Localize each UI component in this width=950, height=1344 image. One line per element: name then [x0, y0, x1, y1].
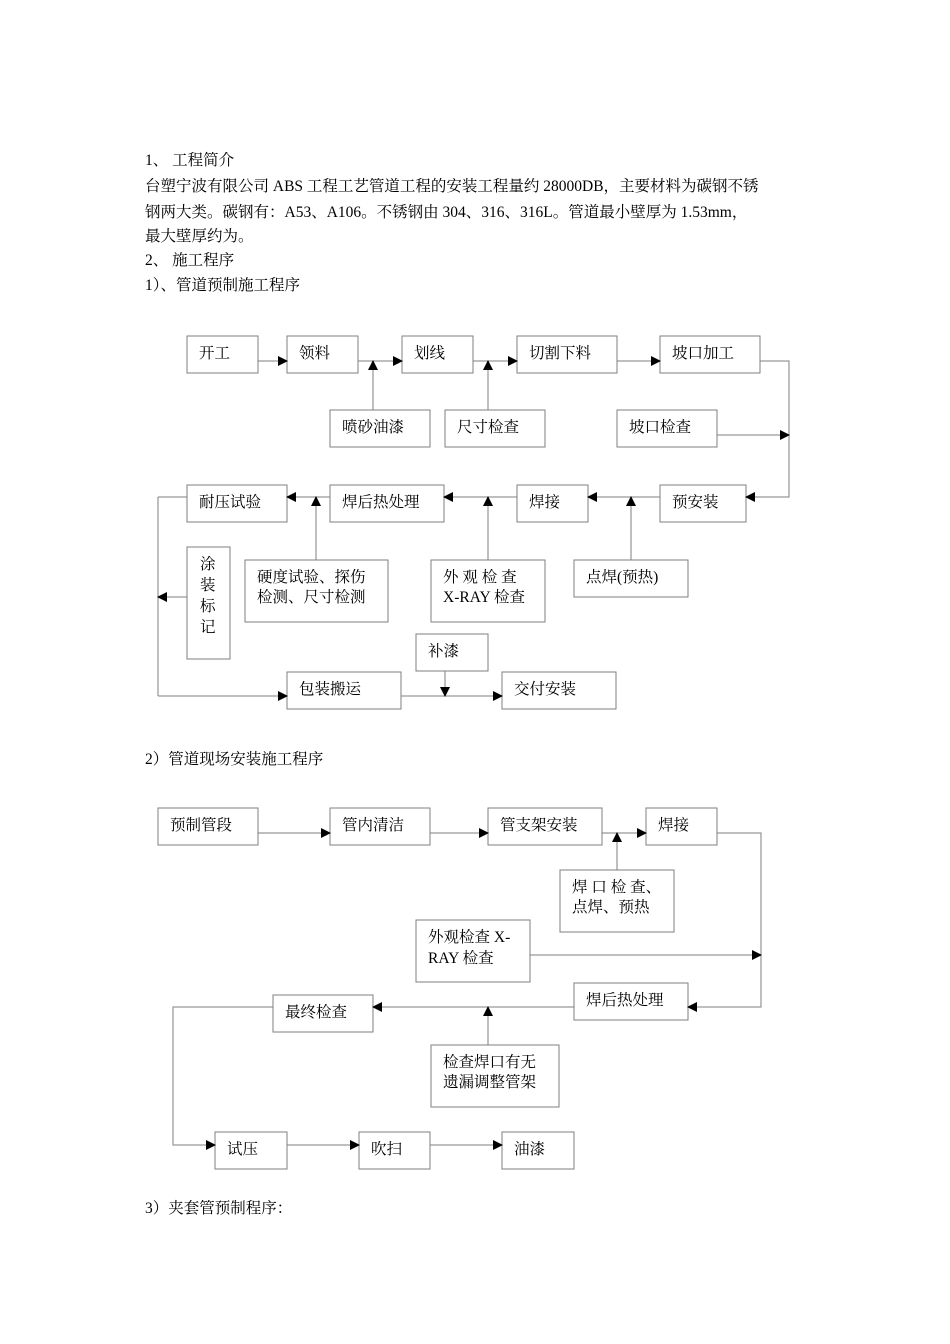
label-weld-check-1: 焊 口 检 查、 [572, 879, 662, 896]
label-visual-xray-2: X-RAY 检查 [443, 589, 525, 606]
label-pwht-2: 焊后热处理 [586, 992, 664, 1009]
label-coating-marking-1: 涂 [200, 556, 216, 573]
label-weld-check-2: 点焊、预热 [572, 899, 650, 916]
label-support-install: 管支架安装 [500, 817, 578, 834]
label-start: 开工 [199, 345, 231, 362]
label-dimension-check: 尺寸检查 [457, 419, 520, 436]
heading-project-intro: 1、 工程简介 [145, 152, 235, 169]
subheading-prefab-procedure: 1）、管道预制施工程序 [145, 277, 301, 294]
heading-construction-procedure: 2、 施工程序 [145, 252, 235, 269]
label-touchup-paint: 补漆 [428, 643, 460, 660]
label-cutting: 切割下料 [529, 345, 592, 362]
intro-paragraph-line-3: 最大壁厚约为。 [145, 228, 254, 245]
label-final-inspection: 最终检查 [285, 1004, 348, 1021]
label-packing: 包装搬运 [299, 681, 362, 698]
label-internal-cleaning: 管内清洁 [342, 817, 405, 834]
label-check-missed-1: 检查焊口有无 [443, 1054, 537, 1071]
label-painting: 油漆 [514, 1141, 546, 1158]
label-hardness-ndt-2: 检测、尺寸检测 [257, 589, 366, 606]
label-delivery: 交付安装 [514, 681, 577, 698]
label-sandblast-paint: 喷砂油漆 [342, 419, 405, 436]
label-coating-marking-3: 标 [200, 598, 216, 615]
label-bevel-machining: 坡口加工 [672, 345, 735, 362]
intro-paragraph-line-1: 台塑宁波有限公司 ABS 工程工艺管道工程的安装工程量约 28000DB，主要材料为碳钢不锈 [145, 178, 759, 195]
label-pressure-test: 耐压试验 [199, 494, 262, 511]
label-pressure-test-2: 试压 [227, 1141, 259, 1158]
label-welding: 焊接 [529, 494, 561, 511]
subheading-site-install-procedure: 2）管道现场安装施工程序 [145, 751, 324, 768]
label-welding-2: 焊接 [658, 817, 690, 834]
label-pre-install: 预安装 [672, 494, 719, 511]
label-check-missed-2: 遗漏调整管架 [443, 1074, 537, 1091]
subheading-jacketed-pipe-procedure: 3）夹套管预制程序： [145, 1200, 293, 1217]
label-hardness-ndt-1: 硬度试验、探伤 [257, 569, 366, 586]
label-coating-marking-4: 记 [200, 619, 216, 636]
label-receive-material: 领料 [299, 345, 331, 362]
label-tack-weld: 点焊(预热) [586, 569, 659, 586]
label-visual-xray-2b: RAY 检查 [428, 950, 494, 967]
label-blowing: 吹扫 [371, 1141, 403, 1158]
label-visual-xray-1: 外 观 检 查 [443, 569, 517, 586]
label-visual-xray-2a: 外观检查 X- [428, 929, 511, 946]
label-coating-marking-2: 装 [200, 577, 216, 594]
label-bevel-check: 坡口检查 [629, 419, 692, 436]
label-pwht: 焊后热处理 [342, 494, 420, 511]
label-marking: 划线 [414, 345, 446, 362]
label-prefab-spool: 预制管段 [170, 817, 233, 834]
intro-paragraph-line-2: 钢两大类。碳钢有：A53、A106。不锈钢由 304、316、316L。管道最小壁厚为 1.53mm， [145, 204, 748, 221]
